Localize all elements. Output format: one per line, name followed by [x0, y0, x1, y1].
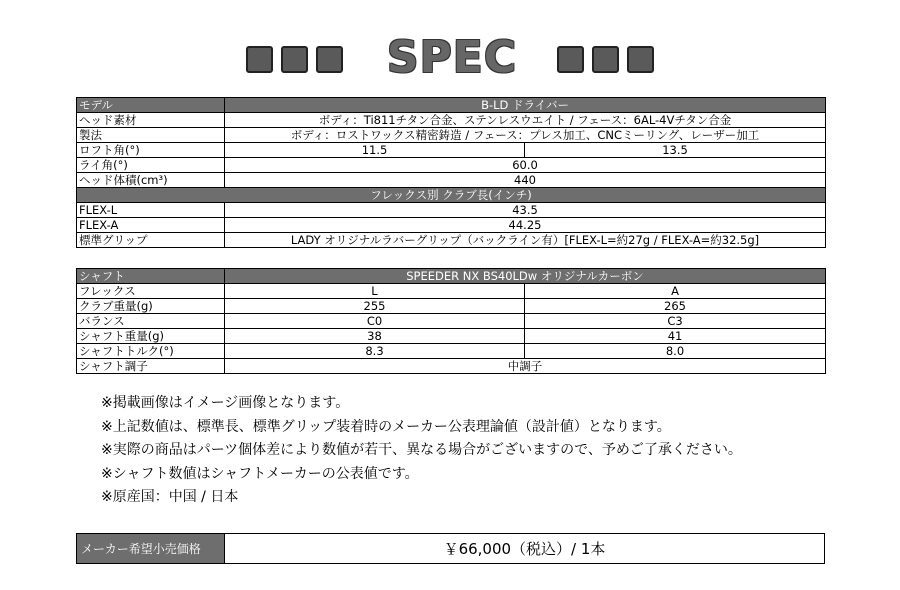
table-row	[77, 299, 826, 314]
row-value: 255	[225, 299, 525, 314]
row-label: フレックス	[77, 284, 225, 299]
title-banner	[0, 30, 900, 90]
model-label: モデル	[77, 98, 225, 113]
row-label: ロフト角(°)	[77, 143, 225, 158]
row-label: 標準グリップ	[77, 233, 225, 248]
shaft-spec-table	[76, 268, 826, 374]
table-header-row	[77, 269, 826, 284]
row-label: シャフト調子	[77, 359, 225, 374]
row-value: C3	[525, 314, 826, 329]
notes-list	[101, 392, 742, 510]
row-value: 60.0	[225, 158, 826, 173]
row-label: ヘッド体積(cm³)	[77, 173, 225, 188]
row-value: 8.3	[225, 344, 525, 359]
row-value: 41	[525, 329, 826, 344]
row-label: ヘッド素材	[77, 113, 225, 128]
row-value: A	[525, 284, 826, 299]
table-row	[77, 314, 826, 329]
table-row	[77, 203, 826, 218]
title-square-decoration	[627, 46, 654, 73]
table-header-row	[77, 98, 826, 113]
row-value: L	[225, 284, 525, 299]
row-label: ライ角(°)	[77, 158, 225, 173]
shaft-value: SPEEDER NX BS40LDw オリジナルカーボン	[225, 269, 826, 284]
row-label: FLEX-L	[77, 203, 225, 218]
table-row	[77, 128, 826, 143]
page-title: SPEC	[386, 32, 518, 83]
row-label: FLEX-A	[77, 218, 225, 233]
row-value: 440	[225, 173, 826, 188]
row-value: 8.0	[525, 344, 826, 359]
row-value: LADY オリジナルラバーグリップ（バックライン有）[FLEX-L=約27g / FLEX-A=約32.5g]	[225, 233, 826, 248]
title-square-decoration	[316, 46, 343, 73]
price-value: ￥66,000（税込）/ 1本	[443, 540, 606, 558]
table-row	[77, 359, 826, 374]
row-value: C0	[225, 314, 525, 329]
table-row	[77, 143, 826, 158]
price-label: メーカー希望小売価格	[77, 534, 225, 563]
model-value: B-LD ドライバー	[225, 98, 826, 113]
table-row	[77, 218, 826, 233]
row-value: 中調子	[225, 359, 826, 374]
note-item: ※シャフト数値はシャフトメーカーの公表値です。	[101, 465, 419, 482]
row-label: 製法	[77, 128, 225, 143]
price-box	[76, 533, 825, 564]
table-row	[77, 173, 826, 188]
row-label: クラブ重量(g)	[77, 299, 225, 314]
table-row	[77, 329, 826, 344]
row-value: ボディ：ロストワックス精密鋳造 / フェース：プレス加工、CNCミーリング、レーザー加工	[225, 128, 826, 143]
row-value: 13.5	[525, 143, 826, 158]
title-square-decoration	[557, 46, 584, 73]
row-value: 38	[225, 329, 525, 344]
note-item: ※原産国：中国 / 日本	[101, 489, 239, 505]
club-length-subheader: フレックス別 クラブ長(インチ)	[77, 188, 826, 203]
row-label: シャフト重量(g)	[77, 329, 225, 344]
row-label: バランス	[77, 314, 225, 329]
row-label: シャフトトルク(°)	[77, 344, 225, 359]
note-item: ※上記数値は、標準長、標準グリップ装着時のメーカー公表理論値（設計値）となります。	[101, 418, 671, 435]
row-value: 44.25	[225, 218, 826, 233]
table-row	[77, 233, 826, 248]
row-value: 11.5	[225, 143, 525, 158]
table-row	[77, 344, 826, 359]
table-subheader-row	[77, 188, 826, 203]
note-item: ※実際の商品はパーツ個体差により数値が若干、異なる場合がございますので、予めご了承ください。	[101, 442, 742, 458]
table-row	[77, 113, 826, 128]
table-row	[77, 158, 826, 173]
note-item: ※掲載画像はイメージ画像となります。	[101, 395, 350, 411]
shaft-label: シャフト	[77, 269, 225, 284]
title-square-decoration	[281, 46, 308, 73]
row-value: 43.5	[225, 203, 826, 218]
table-row	[77, 284, 826, 299]
row-value: ボディ：Ti811チタン合金、ステンレスウエイト / フェース：6AL-4Vチタン合金	[225, 113, 826, 128]
head-spec-table	[76, 97, 826, 248]
row-value: 265	[525, 299, 826, 314]
title-square-decoration	[246, 46, 273, 73]
title-square-decoration	[592, 46, 619, 73]
